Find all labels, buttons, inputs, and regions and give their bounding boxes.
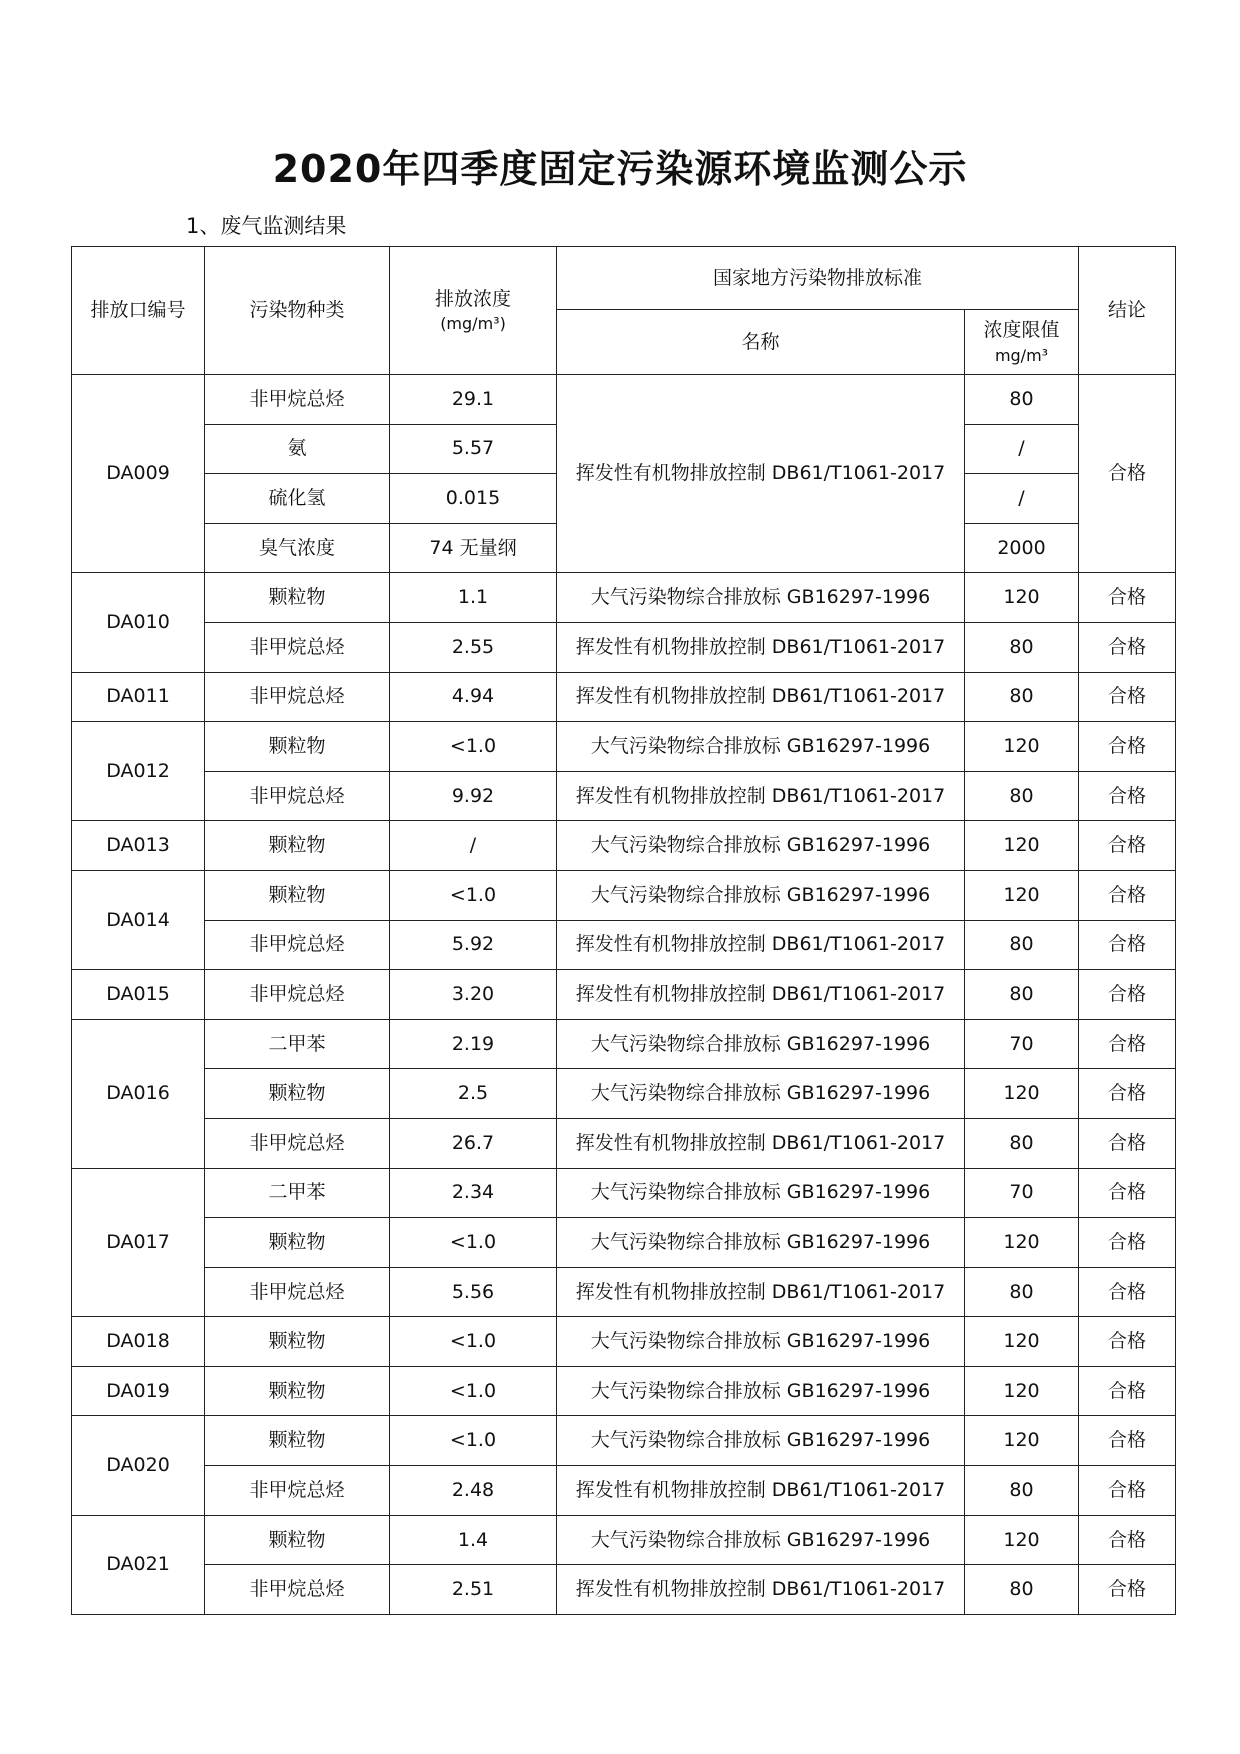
standard-name-cell: 大气污染物综合排放标 GB16297-1996: [557, 1515, 965, 1565]
header-outlet: 排放口编号: [72, 247, 205, 375]
conclusion-cell: 合格: [1079, 1267, 1176, 1317]
concentration-cell: 9.92: [390, 771, 557, 821]
limit-cell: 80: [965, 672, 1079, 722]
standard-name-cell: 挥发性有机物排放控制 DB61/T1061-2017: [557, 1267, 965, 1317]
concentration-cell: 3.20: [390, 970, 557, 1020]
concentration-cell: 2.55: [390, 622, 557, 672]
concentration-cell: 5.57: [390, 424, 557, 474]
standard-name-cell: 大气污染物综合排放标 GB16297-1996: [557, 722, 965, 772]
table-row: [72, 722, 1176, 772]
outlet-id-cell: DA011: [72, 672, 205, 722]
pollutant-cell: 非甲烷总烃: [205, 1466, 390, 1516]
table-row: [72, 1218, 1176, 1268]
table-row: [72, 622, 1176, 672]
outlet-id-cell: DA009: [72, 375, 205, 573]
header-concentration-unit: (mg/m³): [440, 314, 506, 334]
outlet-id-cell: DA020: [72, 1416, 205, 1515]
limit-cell: 120: [965, 870, 1079, 920]
pollutant-cell: 非甲烷总烃: [205, 970, 390, 1020]
pollutant-cell: 颗粒物: [205, 1515, 390, 1565]
conclusion-cell: 合格: [1079, 1366, 1176, 1416]
pollutant-cell: 颗粒物: [205, 821, 390, 871]
limit-cell: 120: [965, 573, 1079, 623]
pollutant-cell: 二甲苯: [205, 1168, 390, 1218]
limit-cell: 80: [965, 375, 1079, 425]
limit-cell: 120: [965, 1218, 1079, 1268]
conclusion-cell: 合格: [1079, 1317, 1176, 1367]
concentration-cell: 2.5: [390, 1069, 557, 1119]
conclusion-cell: 合格: [1079, 870, 1176, 920]
pollutant-cell: 臭气浓度: [205, 523, 390, 573]
table-row: [72, 1416, 1176, 1466]
standard-name-cell: 大气污染物综合排放标 GB16297-1996: [557, 573, 965, 623]
table-row: [72, 375, 1176, 425]
standard-name-cell: 挥发性有机物排放控制 DB61/T1061-2017: [557, 375, 965, 573]
pollutant-cell: 颗粒物: [205, 1218, 390, 1268]
pollutant-cell: 颗粒物: [205, 1416, 390, 1466]
table-row: [72, 771, 1176, 821]
table-row: [72, 1267, 1176, 1317]
pollutant-cell: 颗粒物: [205, 1069, 390, 1119]
table-row: [72, 970, 1176, 1020]
page-title: 2020年四季度固定污染源环境监测公示: [272, 147, 968, 191]
table-row: [72, 1019, 1176, 1069]
pollutant-cell: 颗粒物: [205, 870, 390, 920]
standard-name-cell: 挥发性有机物排放控制 DB61/T1061-2017: [557, 622, 965, 672]
standard-name-cell: 挥发性有机物排放控制 DB61/T1061-2017: [557, 672, 965, 722]
limit-cell: 70: [965, 1019, 1079, 1069]
table-row: [72, 1515, 1176, 1565]
pollutant-cell: 颗粒物: [205, 722, 390, 772]
conclusion-cell: 合格: [1079, 1416, 1176, 1466]
emission-results-table: [71, 246, 1176, 1615]
outlet-id-cell: DA019: [72, 1366, 205, 1416]
concentration-cell: 26.7: [390, 1118, 557, 1168]
outlet-id-cell: DA017: [72, 1168, 205, 1317]
standard-name-cell: 挥发性有机物排放控制 DB61/T1061-2017: [557, 1466, 965, 1516]
pollutant-cell: 非甲烷总烃: [205, 672, 390, 722]
table-row: [72, 870, 1176, 920]
outlet-id-cell: DA016: [72, 1019, 205, 1168]
concentration-cell: <1.0: [390, 1366, 557, 1416]
pollutant-cell: 非甲烷总烃: [205, 622, 390, 672]
conclusion-cell: 合格: [1079, 1515, 1176, 1565]
conclusion-cell: 合格: [1079, 970, 1176, 1020]
concentration-cell: 5.92: [390, 920, 557, 970]
pollutant-cell: 颗粒物: [205, 573, 390, 623]
pollutant-cell: 非甲烷总烃: [205, 920, 390, 970]
concentration-cell: 2.19: [390, 1019, 557, 1069]
concentration-cell: 0.015: [390, 474, 557, 524]
standard-name-cell: 大气污染物综合排放标 GB16297-1996: [557, 1019, 965, 1069]
limit-cell: 120: [965, 1069, 1079, 1119]
concentration-cell: 2.48: [390, 1466, 557, 1516]
concentration-cell: <1.0: [390, 1317, 557, 1367]
limit-cell: /: [965, 474, 1079, 524]
standard-name-cell: 大气污染物综合排放标 GB16297-1996: [557, 1366, 965, 1416]
concentration-cell: <1.0: [390, 870, 557, 920]
table-row: [72, 1069, 1176, 1119]
concentration-cell: <1.0: [390, 1416, 557, 1466]
table-row: [72, 920, 1176, 970]
limit-cell: 80: [965, 622, 1079, 672]
header-conclusion: 结论: [1079, 247, 1176, 375]
limit-cell: /: [965, 424, 1079, 474]
limit-cell: 120: [965, 1317, 1079, 1367]
table-row: [72, 1366, 1176, 1416]
conclusion-cell: 合格: [1079, 722, 1176, 772]
table-row: [72, 1466, 1176, 1516]
outlet-id-cell: DA015: [72, 970, 205, 1020]
standard-name-cell: 挥发性有机物排放控制 DB61/T1061-2017: [557, 920, 965, 970]
table-row: [72, 573, 1176, 623]
limit-cell: 80: [965, 920, 1079, 970]
limit-cell: 80: [965, 1466, 1079, 1516]
concentration-cell: <1.0: [390, 1218, 557, 1268]
table-row: [72, 1565, 1176, 1615]
standard-name-cell: 挥发性有机物排放控制 DB61/T1061-2017: [557, 970, 965, 1020]
table-row: [72, 1168, 1176, 1218]
header-concentration-label: 排放浓度: [434, 287, 511, 310]
concentration-cell: 74 无量纲: [390, 523, 557, 573]
conclusion-cell: 合格: [1079, 672, 1176, 722]
header-concentration: [390, 247, 557, 375]
table-body: [72, 375, 1176, 1615]
limit-cell: 120: [965, 1515, 1079, 1565]
limit-cell: 80: [965, 970, 1079, 1020]
standard-name-cell: 大气污染物综合排放标 GB16297-1996: [557, 1168, 965, 1218]
header-limit-unit: mg/m³: [994, 345, 1049, 365]
limit-cell: 120: [965, 722, 1079, 772]
conclusion-cell: 合格: [1079, 1565, 1176, 1615]
pollutant-cell: 硫化氢: [205, 474, 390, 524]
pollutant-cell: 非甲烷总烃: [205, 1267, 390, 1317]
conclusion-cell: 合格: [1079, 375, 1176, 573]
standard-name-cell: 大气污染物综合排放标 GB16297-1996: [557, 870, 965, 920]
pollutant-cell: 颗粒物: [205, 1366, 390, 1416]
pollutant-cell: 非甲烷总烃: [205, 1565, 390, 1615]
concentration-cell: 2.34: [390, 1168, 557, 1218]
pollutant-cell: 颗粒物: [205, 1317, 390, 1367]
limit-cell: 80: [965, 1565, 1079, 1615]
header-standard-group: 国家地方污染物排放标准: [557, 247, 1079, 310]
conclusion-cell: 合格: [1079, 573, 1176, 623]
conclusion-cell: 合格: [1079, 920, 1176, 970]
limit-cell: 80: [965, 1267, 1079, 1317]
concentration-cell: 1.4: [390, 1515, 557, 1565]
table-row: [72, 1118, 1176, 1168]
conclusion-cell: 合格: [1079, 622, 1176, 672]
concentration-cell: 4.94: [390, 672, 557, 722]
section-heading: 1、废气监测结果: [186, 214, 347, 238]
outlet-id-cell: DA021: [72, 1515, 205, 1614]
concentration-cell: 2.51: [390, 1565, 557, 1615]
standard-name-cell: 大气污染物综合排放标 GB16297-1996: [557, 1416, 965, 1466]
standard-name-cell: 大气污染物综合排放标 GB16297-1996: [557, 1069, 965, 1119]
conclusion-cell: 合格: [1079, 821, 1176, 871]
conclusion-cell: 合格: [1079, 1069, 1176, 1119]
limit-cell: 80: [965, 771, 1079, 821]
concentration-cell: <1.0: [390, 722, 557, 772]
outlet-id-cell: DA010: [72, 573, 205, 672]
limit-cell: 120: [965, 1366, 1079, 1416]
header-standard-name: 名称: [557, 310, 965, 375]
standard-name-cell: 大气污染物综合排放标 GB16297-1996: [557, 1218, 965, 1268]
limit-cell: 80: [965, 1118, 1079, 1168]
concentration-cell: 1.1: [390, 573, 557, 623]
concentration-cell: 5.56: [390, 1267, 557, 1317]
conclusion-cell: 合格: [1079, 1168, 1176, 1218]
header-limit: [965, 310, 1079, 375]
limit-cell: 120: [965, 1416, 1079, 1466]
table-row: [72, 1317, 1176, 1367]
outlet-id-cell: DA012: [72, 722, 205, 821]
standard-name-cell: 大气污染物综合排放标 GB16297-1996: [557, 821, 965, 871]
outlet-id-cell: DA014: [72, 870, 205, 969]
table-row: [72, 672, 1176, 722]
limit-cell: 2000: [965, 523, 1079, 573]
standard-name-cell: 大气污染物综合排放标 GB16297-1996: [557, 1317, 965, 1367]
conclusion-cell: 合格: [1079, 1118, 1176, 1168]
header-limit-label: 浓度限值: [983, 319, 1060, 341]
outlet-id-cell: DA013: [72, 821, 205, 871]
conclusion-cell: 合格: [1079, 1019, 1176, 1069]
standard-name-cell: 挥发性有机物排放控制 DB61/T1061-2017: [557, 1118, 965, 1168]
table-row: [72, 821, 1176, 871]
concentration-cell: 29.1: [390, 375, 557, 425]
conclusion-cell: 合格: [1079, 1218, 1176, 1268]
pollutant-cell: 非甲烷总烃: [205, 1118, 390, 1168]
pollutant-cell: 非甲烷总烃: [205, 771, 390, 821]
conclusion-cell: 合格: [1079, 1466, 1176, 1516]
limit-cell: 120: [965, 821, 1079, 871]
standard-name-cell: 挥发性有机物排放控制 DB61/T1061-2017: [557, 771, 965, 821]
pollutant-cell: 非甲烷总烃: [205, 375, 390, 425]
limit-cell: 70: [965, 1168, 1079, 1218]
standard-name-cell: 挥发性有机物排放控制 DB61/T1061-2017: [557, 1565, 965, 1615]
outlet-id-cell: DA018: [72, 1317, 205, 1367]
pollutant-cell: 二甲苯: [205, 1019, 390, 1069]
header-pollutant: 污染物种类: [205, 247, 390, 375]
pollutant-cell: 氨: [205, 424, 390, 474]
concentration-cell: /: [390, 821, 557, 871]
conclusion-cell: 合格: [1079, 771, 1176, 821]
header-row: [72, 247, 1176, 310]
